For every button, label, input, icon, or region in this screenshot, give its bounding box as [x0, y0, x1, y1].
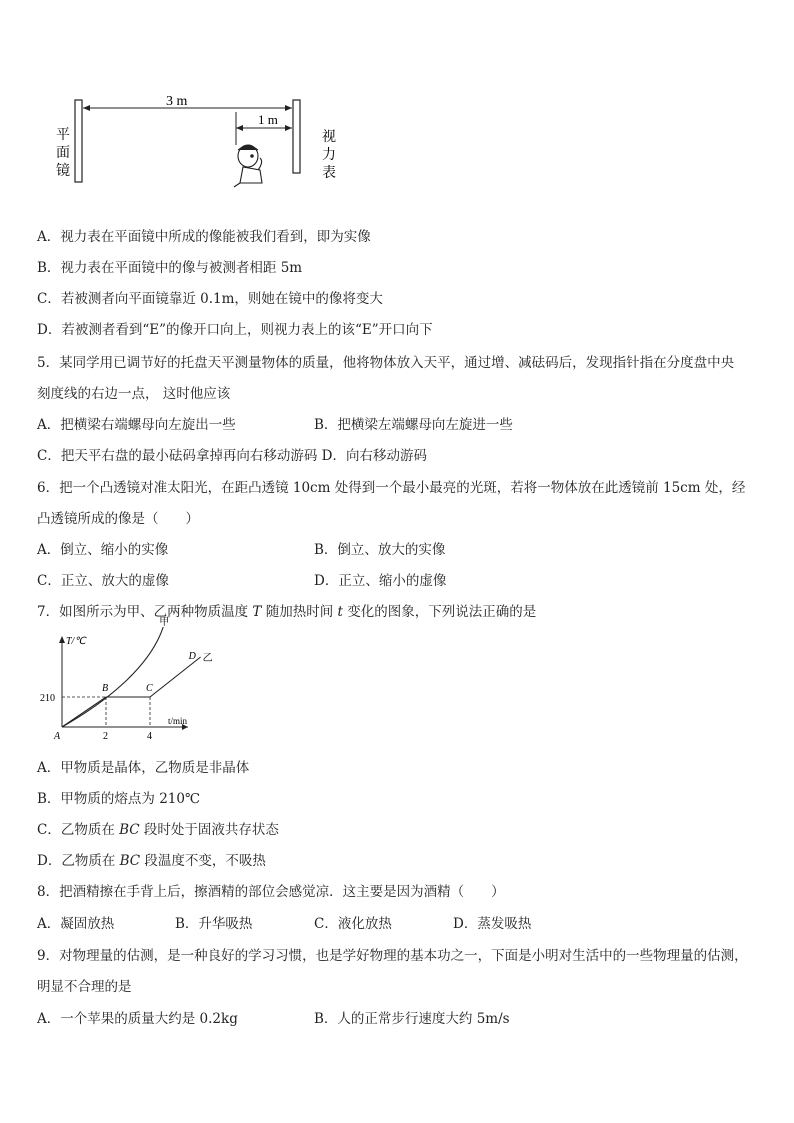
dist-3m-label: 3 m	[166, 94, 188, 109]
q7-option-b: B．甲物质的熔点为 210℃	[37, 791, 201, 807]
x-tick-4: 4	[147, 731, 152, 742]
q9-stem-line2: 明显不合理的是	[37, 979, 132, 995]
q7-option-c: C．乙物质在 BC 段时处于固液共存状态	[37, 822, 279, 838]
mirror-eye-chart-figure	[50, 90, 350, 190]
q4-option-a: A．视力表在平面镜中所成的像能被我们看到，即为实像	[37, 229, 371, 245]
q8-option-b: B．升华吸热	[175, 916, 253, 932]
q8-option-a: A．凝固放热	[37, 916, 115, 932]
q9-option-a: A．一个苹果的质量大约是 0.2kg	[37, 1011, 238, 1027]
plane-mirror	[75, 100, 82, 182]
q8-stem: 8．把酒精擦在手背上后，擦酒精的部位会感觉凉．这主要是因为酒精（ ）	[37, 884, 505, 900]
person-icon	[234, 145, 262, 187]
temperature-time-chart	[38, 617, 213, 744]
q9-option-b: B．人的正常步行速度大约 5m/s	[314, 1011, 510, 1027]
q9-stem-line1: 9．对物理量的估测，是一种良好的学习习惯，也是学好物理的基本功之一，下面是小明对生活中的一些物理量的估测，	[37, 948, 748, 964]
y-axis-label: T/℃	[66, 636, 86, 647]
q7-option-d: D．乙物质在 BC 段温度不变，不吸热	[37, 853, 266, 869]
q5-option-b: B．把横梁左端螺母向左旋进一些	[314, 417, 513, 433]
y-tick-210: 210	[40, 693, 55, 704]
q5-option-a: A．把横梁右端螺母向左旋出一些	[37, 417, 236, 433]
dist-1m-label: 1 m	[258, 112, 278, 127]
series-yi-label: 乙	[202, 653, 213, 664]
x-axis-label: t/min	[168, 716, 188, 726]
x-tick-2: 2	[103, 731, 108, 742]
q6-option-c: C．正立、放大的虚像	[37, 573, 169, 589]
q6-stem-line1: 6．把一个凸透镜对准太阳光，在距凸透镜 10cm 处得到一个最小最亮的光斑，若将一物体放在此透镜前 15cm 处，经	[37, 480, 746, 496]
svg-text:面: 面	[56, 146, 70, 161]
q4-option-b: B．视力表在平面镜中的像与被测者相距 5m	[37, 260, 303, 276]
q4-option-c: C．若被测者向平面镜靠近 0.1m，则她在镜中的像将变大	[37, 291, 383, 307]
q7-option-a: A．甲物质是晶体，乙物质是非晶体	[37, 760, 250, 776]
point-label-d: D	[188, 651, 196, 662]
point-label-b: B	[102, 683, 109, 694]
q5-option-cd: C．把天平右盘的最小砝码拿掉再向右移动游码 D．向右移动游码	[37, 448, 427, 464]
svg-text:视: 视	[322, 130, 336, 145]
mirror-label	[56, 127, 70, 179]
svg-text:力: 力	[322, 148, 336, 163]
q5-stem-line2: 刻度线的右边一点， 这时他应该	[37, 386, 231, 402]
q6-option-d: D．正立、缩小的虚像	[314, 573, 447, 589]
q7-stem: 7．如图所示为甲、乙两种物质温度 T 随加热时间 t 变化的图象，下列说法正确的是	[37, 604, 537, 620]
y-axis-arrow	[59, 636, 65, 643]
svg-text:平: 平	[56, 128, 70, 143]
point-label-a: A	[54, 731, 61, 742]
eye-chart	[293, 100, 300, 173]
q6-stem-line2: 凸透镜所成的像是（ ）	[37, 511, 199, 527]
q6-option-a: A．倒立、缩小的实像	[37, 542, 169, 558]
series-jia-label: 甲	[159, 617, 170, 628]
q4-option-d: D．若被测者看到“E”的像开口向上，则视力表上的该“E”开口向下	[37, 322, 433, 338]
q6-option-b: B．倒立、放大的实像	[314, 542, 446, 558]
q8-option-c: C．液化放热	[314, 916, 392, 932]
svg-text:镜: 镜	[56, 164, 70, 179]
point-label-c: C	[146, 683, 153, 694]
eye-chart-label	[322, 129, 336, 181]
q8-option-d: D．蒸发吸热	[453, 916, 532, 932]
q5-stem-line1: 5．某同学用已调节好的托盘天平测量物体的质量，他将物体放入天平，通过增、减砝码后，发现指针指在分度盘中央	[37, 355, 735, 371]
svg-text:表: 表	[322, 166, 336, 181]
